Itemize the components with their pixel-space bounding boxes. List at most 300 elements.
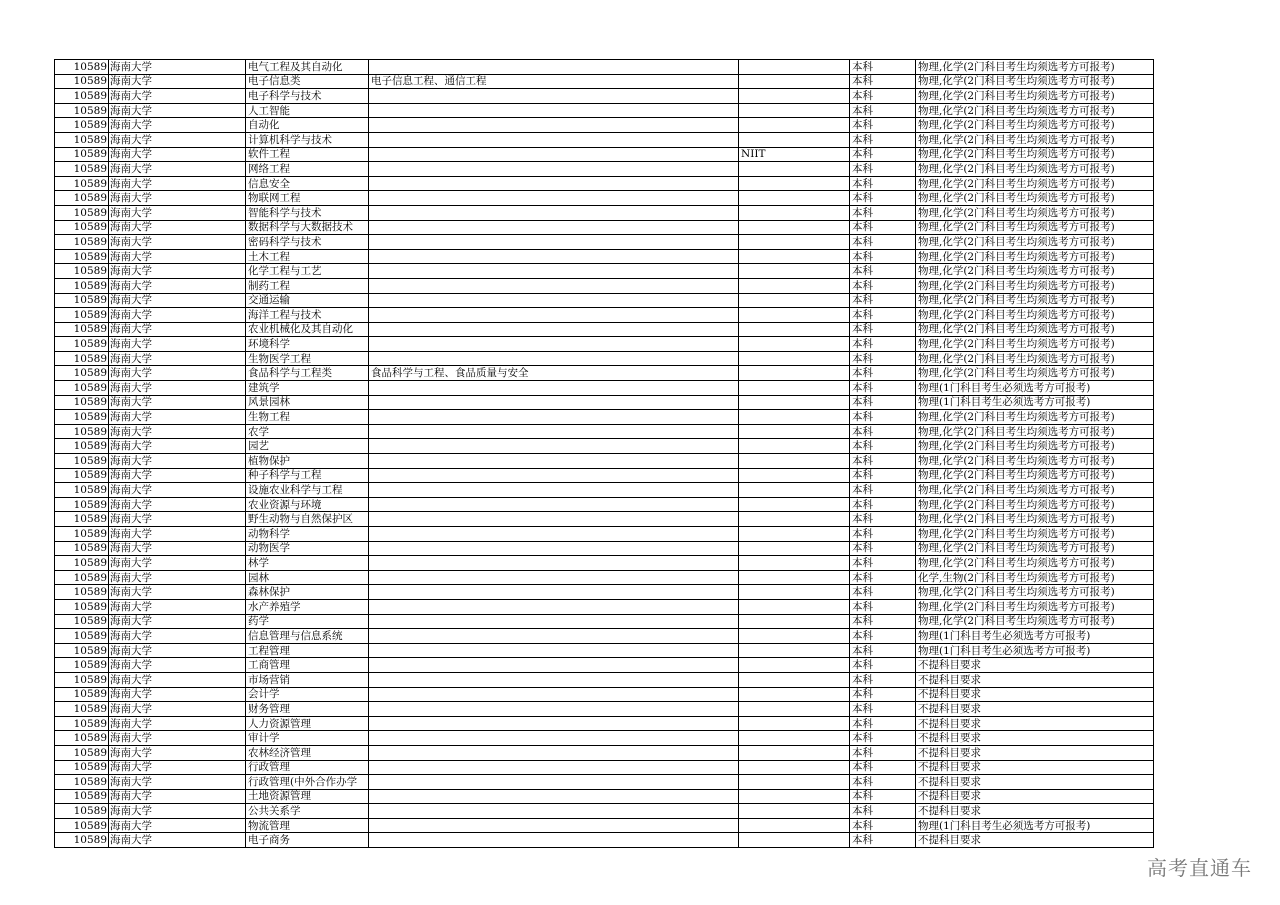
cell-remark	[739, 235, 850, 250]
cell-subject-requirement: 不提科目要求	[916, 745, 1154, 760]
cell-subject-requirement: 不提科目要求	[916, 672, 1154, 687]
cell-school-code: 10589	[55, 556, 109, 571]
cell-major: 电子信息类	[246, 74, 369, 89]
cell-subject-requirement: 物理,化学(2门科目考生均须选考方可报考)	[916, 541, 1154, 556]
table-row	[55, 118, 1154, 133]
cell-included-majors: 电子信息工程、通信工程	[369, 74, 739, 89]
cell-major: 园林	[246, 570, 369, 585]
table-row	[55, 264, 1154, 279]
table-row	[55, 541, 1154, 556]
cell-level: 本科	[850, 497, 916, 512]
cell-major: 工程管理	[246, 643, 369, 658]
cell-level: 本科	[850, 702, 916, 717]
cell-remark	[739, 789, 850, 804]
cell-school-code: 10589	[55, 118, 109, 133]
cell-level: 本科	[850, 512, 916, 527]
cell-level: 本科	[850, 541, 916, 556]
table-row	[55, 818, 1154, 833]
cell-subject-requirement: 物理,化学(2门科目考生均须选考方可报考)	[916, 220, 1154, 235]
cell-level: 本科	[850, 103, 916, 118]
cell-remark	[739, 570, 850, 585]
cell-level: 本科	[850, 235, 916, 250]
cell-major: 风景园林	[246, 395, 369, 410]
cell-subject-requirement: 物理,化学(2门科目考生均须选考方可报考)	[916, 74, 1154, 89]
cell-school-code: 10589	[55, 585, 109, 600]
table-row	[55, 614, 1154, 629]
cell-remark	[739, 468, 850, 483]
cell-university: 海南大学	[109, 818, 246, 833]
cell-included-majors	[369, 381, 739, 396]
cell-university: 海南大学	[109, 293, 246, 308]
cell-included-majors	[369, 658, 739, 673]
cell-major: 药学	[246, 614, 369, 629]
cell-university: 海南大学	[109, 424, 246, 439]
cell-remark	[739, 351, 850, 366]
cell-university: 海南大学	[109, 585, 246, 600]
cell-remark	[739, 804, 850, 819]
cell-remark	[739, 410, 850, 425]
cell-level: 本科	[850, 278, 916, 293]
cell-remark	[739, 293, 850, 308]
cell-included-majors	[369, 512, 739, 527]
cell-university: 海南大学	[109, 614, 246, 629]
cell-remark	[739, 775, 850, 790]
table-row	[55, 249, 1154, 264]
cell-level: 本科	[850, 833, 916, 848]
cell-remark	[739, 687, 850, 702]
cell-included-majors	[369, 643, 739, 658]
cell-remark	[739, 629, 850, 644]
cell-level: 本科	[850, 74, 916, 89]
cell-university: 海南大学	[109, 512, 246, 527]
table-row	[55, 570, 1154, 585]
table-row	[55, 278, 1154, 293]
cell-school-code: 10589	[55, 89, 109, 104]
table-row	[55, 74, 1154, 89]
cell-included-majors	[369, 249, 739, 264]
cell-level: 本科	[850, 424, 916, 439]
cell-major: 人工智能	[246, 103, 369, 118]
cell-school-code: 10589	[55, 322, 109, 337]
cell-included-majors	[369, 337, 739, 352]
cell-subject-requirement: 物理,化学(2门科目考生均须选考方可报考)	[916, 410, 1154, 425]
cell-included-majors	[369, 235, 739, 250]
cell-level: 本科	[850, 672, 916, 687]
cell-school-code: 10589	[55, 308, 109, 323]
cell-university: 海南大学	[109, 395, 246, 410]
cell-school-code: 10589	[55, 804, 109, 819]
cell-subject-requirement: 物理,化学(2门科目考生均须选考方可报考)	[916, 322, 1154, 337]
cell-included-majors	[369, 775, 739, 790]
cell-included-majors	[369, 818, 739, 833]
table-row	[55, 162, 1154, 177]
cell-included-majors	[369, 745, 739, 760]
watermark-text: 高考直通车	[1147, 856, 1252, 880]
table-row	[55, 702, 1154, 717]
table-row	[55, 599, 1154, 614]
table-row	[55, 176, 1154, 191]
cell-major: 密码科学与技术	[246, 235, 369, 250]
cell-major: 野生动物与自然保护区	[246, 512, 369, 527]
table-row	[55, 366, 1154, 381]
cell-major: 工商管理	[246, 658, 369, 673]
cell-school-code: 10589	[55, 497, 109, 512]
cell-university: 海南大学	[109, 468, 246, 483]
table-row	[55, 687, 1154, 702]
cell-remark	[739, 512, 850, 527]
cell-school-code: 10589	[55, 716, 109, 731]
table-row	[55, 497, 1154, 512]
cell-subject-requirement: 不提科目要求	[916, 658, 1154, 673]
cell-subject-requirement: 物理(1门科目考生必须选考方可报考)	[916, 629, 1154, 644]
cell-university: 海南大学	[109, 337, 246, 352]
cell-university: 海南大学	[109, 672, 246, 687]
cell-subject-requirement: 物理,化学(2门科目考生均须选考方可报考)	[916, 483, 1154, 498]
cell-university: 海南大学	[109, 629, 246, 644]
table-row	[55, 760, 1154, 775]
cell-included-majors	[369, 351, 739, 366]
cell-university: 海南大学	[109, 599, 246, 614]
table-row	[55, 731, 1154, 746]
cell-subject-requirement: 物理,化学(2门科目考生均须选考方可报考)	[916, 249, 1154, 264]
table-row	[55, 424, 1154, 439]
cell-major: 园艺	[246, 439, 369, 454]
cell-school-code: 10589	[55, 629, 109, 644]
cell-remark	[739, 643, 850, 658]
cell-school-code: 10589	[55, 789, 109, 804]
table-row	[55, 351, 1154, 366]
cell-school-code: 10589	[55, 833, 109, 848]
cell-included-majors	[369, 410, 739, 425]
cell-remark	[739, 702, 850, 717]
cell-school-code: 10589	[55, 366, 109, 381]
cell-included-majors	[369, 833, 739, 848]
cell-level: 本科	[850, 89, 916, 104]
cell-subject-requirement: 物理,化学(2门科目考生均须选考方可报考)	[916, 527, 1154, 542]
cell-included-majors	[369, 162, 739, 177]
cell-university: 海南大学	[109, 527, 246, 542]
cell-subject-requirement: 物理,化学(2门科目考生均须选考方可报考)	[916, 599, 1154, 614]
cell-included-majors	[369, 322, 739, 337]
table-row	[55, 395, 1154, 410]
cell-remark	[739, 162, 850, 177]
cell-level: 本科	[850, 789, 916, 804]
cell-school-code: 10589	[55, 483, 109, 498]
cell-university: 海南大学	[109, 322, 246, 337]
cell-level: 本科	[850, 760, 916, 775]
cell-level: 本科	[850, 308, 916, 323]
table-row	[55, 643, 1154, 658]
cell-included-majors	[369, 497, 739, 512]
cell-major: 物流管理	[246, 818, 369, 833]
cell-remark	[739, 176, 850, 191]
cell-remark	[739, 760, 850, 775]
cell-university: 海南大学	[109, 176, 246, 191]
cell-included-majors	[369, 468, 739, 483]
cell-level: 本科	[850, 147, 916, 162]
table-row	[55, 103, 1154, 118]
cell-remark	[739, 818, 850, 833]
cell-major: 农学	[246, 424, 369, 439]
cell-included-majors	[369, 103, 739, 118]
cell-remark	[739, 249, 850, 264]
cell-subject-requirement: 物理(1门科目考生必须选考方可报考)	[916, 395, 1154, 410]
cell-included-majors	[369, 687, 739, 702]
cell-school-code: 10589	[55, 410, 109, 425]
table-row	[55, 337, 1154, 352]
cell-university: 海南大学	[109, 278, 246, 293]
cell-major: 会计学	[246, 687, 369, 702]
cell-university: 海南大学	[109, 570, 246, 585]
cell-major: 林学	[246, 556, 369, 571]
cell-university: 海南大学	[109, 789, 246, 804]
table-row	[55, 789, 1154, 804]
cell-remark	[739, 527, 850, 542]
cell-level: 本科	[850, 804, 916, 819]
cell-included-majors	[369, 556, 739, 571]
cell-remark	[739, 191, 850, 206]
cell-school-code: 10589	[55, 337, 109, 352]
cell-remark	[739, 658, 850, 673]
cell-school-code: 10589	[55, 775, 109, 790]
cell-subject-requirement: 化学,生物(2门科目考生均须选考方可报考)	[916, 570, 1154, 585]
cell-included-majors	[369, 527, 739, 542]
cell-included-majors	[369, 264, 739, 279]
cell-school-code: 10589	[55, 351, 109, 366]
table-row	[55, 527, 1154, 542]
cell-level: 本科	[850, 468, 916, 483]
table-row	[55, 468, 1154, 483]
cell-remark	[739, 118, 850, 133]
table-row	[55, 89, 1154, 104]
cell-major: 信息管理与信息系统	[246, 629, 369, 644]
cell-included-majors	[369, 147, 739, 162]
table-body	[55, 60, 1154, 848]
cell-subject-requirement: 物理,化学(2门科目考生均须选考方可报考)	[916, 454, 1154, 469]
cell-university: 海南大学	[109, 541, 246, 556]
table-row	[55, 716, 1154, 731]
cell-level: 本科	[850, 366, 916, 381]
cell-subject-requirement: 物理,化学(2门科目考生均须选考方可报考)	[916, 264, 1154, 279]
cell-university: 海南大学	[109, 658, 246, 673]
cell-university: 海南大学	[109, 366, 246, 381]
cell-subject-requirement: 物理,化学(2门科目考生均须选考方可报考)	[916, 439, 1154, 454]
cell-major: 物联网工程	[246, 191, 369, 206]
cell-remark	[739, 74, 850, 89]
table-row	[55, 220, 1154, 235]
cell-included-majors	[369, 308, 739, 323]
cell-university: 海南大学	[109, 760, 246, 775]
cell-included-majors	[369, 716, 739, 731]
cell-level: 本科	[850, 775, 916, 790]
table-row	[55, 585, 1154, 600]
cell-subject-requirement: 物理(1门科目考生必须选考方可报考)	[916, 643, 1154, 658]
cell-major: 智能科学与技术	[246, 205, 369, 220]
cell-remark	[739, 366, 850, 381]
cell-included-majors	[369, 672, 739, 687]
table-row	[55, 454, 1154, 469]
cell-major: 交通运输	[246, 293, 369, 308]
cell-remark	[739, 599, 850, 614]
cell-level: 本科	[850, 410, 916, 425]
cell-school-code: 10589	[55, 381, 109, 396]
cell-university: 海南大学	[109, 103, 246, 118]
cell-school-code: 10589	[55, 527, 109, 542]
table-row	[55, 804, 1154, 819]
cell-remark	[739, 220, 850, 235]
cell-university: 海南大学	[109, 147, 246, 162]
cell-university: 海南大学	[109, 381, 246, 396]
cell-university: 海南大学	[109, 687, 246, 702]
cell-major: 生物工程	[246, 410, 369, 425]
cell-remark	[739, 454, 850, 469]
cell-university: 海南大学	[109, 410, 246, 425]
cell-included-majors	[369, 585, 739, 600]
cell-school-code: 10589	[55, 818, 109, 833]
table-row	[55, 775, 1154, 790]
cell-subject-requirement: 物理,化学(2门科目考生均须选考方可报考)	[916, 337, 1154, 352]
cell-school-code: 10589	[55, 745, 109, 760]
cell-included-majors	[369, 614, 739, 629]
cell-university: 海南大学	[109, 745, 246, 760]
cell-major: 网络工程	[246, 162, 369, 177]
cell-school-code: 10589	[55, 220, 109, 235]
cell-level: 本科	[850, 454, 916, 469]
cell-subject-requirement: 物理,化学(2门科目考生均须选考方可报考)	[916, 556, 1154, 571]
cell-major: 森林保护	[246, 585, 369, 600]
table-row	[55, 308, 1154, 323]
cell-school-code: 10589	[55, 205, 109, 220]
cell-school-code: 10589	[55, 264, 109, 279]
cell-included-majors	[369, 424, 739, 439]
cell-level: 本科	[850, 599, 916, 614]
cell-subject-requirement: 不提科目要求	[916, 775, 1154, 790]
cell-subject-requirement: 物理,化学(2门科目考生均须选考方可报考)	[916, 147, 1154, 162]
cell-level: 本科	[850, 293, 916, 308]
cell-included-majors	[369, 176, 739, 191]
cell-major: 土木工程	[246, 249, 369, 264]
cell-school-code: 10589	[55, 60, 109, 75]
cell-university: 海南大学	[109, 804, 246, 819]
cell-subject-requirement: 物理,化学(2门科目考生均须选考方可报考)	[916, 424, 1154, 439]
cell-subject-requirement: 物理,化学(2门科目考生均须选考方可报考)	[916, 278, 1154, 293]
cell-level: 本科	[850, 162, 916, 177]
cell-level: 本科	[850, 658, 916, 673]
cell-subject-requirement: 不提科目要求	[916, 731, 1154, 746]
cell-included-majors	[369, 205, 739, 220]
cell-university: 海南大学	[109, 118, 246, 133]
cell-major: 化学工程与工艺	[246, 264, 369, 279]
table-row	[55, 556, 1154, 571]
cell-remark	[739, 205, 850, 220]
cell-level: 本科	[850, 205, 916, 220]
cell-level: 本科	[850, 527, 916, 542]
cell-major: 设施农业科学与工程	[246, 483, 369, 498]
cell-level: 本科	[850, 322, 916, 337]
cell-included-majors	[369, 731, 739, 746]
cell-remark	[739, 264, 850, 279]
cell-university: 海南大学	[109, 833, 246, 848]
cell-level: 本科	[850, 249, 916, 264]
cell-school-code: 10589	[55, 424, 109, 439]
cell-level: 本科	[850, 687, 916, 702]
cell-level: 本科	[850, 337, 916, 352]
cell-school-code: 10589	[55, 599, 109, 614]
subject-requirements-table	[54, 59, 1154, 848]
cell-major: 财务管理	[246, 702, 369, 717]
cell-level: 本科	[850, 351, 916, 366]
cell-included-majors: 食品科学与工程、食品质量与安全	[369, 366, 739, 381]
cell-university: 海南大学	[109, 556, 246, 571]
cell-school-code: 10589	[55, 614, 109, 629]
cell-level: 本科	[850, 585, 916, 600]
cell-major: 计算机科学与技术	[246, 132, 369, 147]
cell-subject-requirement: 物理(1门科目考生必须选考方可报考)	[916, 818, 1154, 833]
cell-remark	[739, 89, 850, 104]
table-row	[55, 745, 1154, 760]
table-row	[55, 205, 1154, 220]
cell-school-code: 10589	[55, 293, 109, 308]
cell-major: 建筑学	[246, 381, 369, 396]
cell-subject-requirement: 物理,化学(2门科目考生均须选考方可报考)	[916, 191, 1154, 206]
cell-remark	[739, 614, 850, 629]
table-row	[55, 672, 1154, 687]
cell-included-majors	[369, 570, 739, 585]
table-row	[55, 293, 1154, 308]
cell-school-code: 10589	[55, 731, 109, 746]
cell-included-majors	[369, 191, 739, 206]
cell-subject-requirement: 物理,化学(2门科目考生均须选考方可报考)	[916, 293, 1154, 308]
cell-major: 行政管理	[246, 760, 369, 775]
cell-remark	[739, 322, 850, 337]
cell-level: 本科	[850, 118, 916, 133]
cell-included-majors	[369, 60, 739, 75]
table-row	[55, 322, 1154, 337]
table-row	[55, 235, 1154, 250]
cell-school-code: 10589	[55, 541, 109, 556]
cell-level: 本科	[850, 132, 916, 147]
cell-major: 农业机械化及其自动化	[246, 322, 369, 337]
table-row	[55, 512, 1154, 527]
cell-school-code: 10589	[55, 74, 109, 89]
cell-level: 本科	[850, 439, 916, 454]
cell-level: 本科	[850, 818, 916, 833]
cell-remark	[739, 541, 850, 556]
cell-included-majors	[369, 702, 739, 717]
cell-remark	[739, 308, 850, 323]
cell-university: 海南大学	[109, 308, 246, 323]
cell-major: 信息安全	[246, 176, 369, 191]
cell-level: 本科	[850, 731, 916, 746]
cell-subject-requirement: 物理,化学(2门科目考生均须选考方可报考)	[916, 308, 1154, 323]
cell-major: 生物医学工程	[246, 351, 369, 366]
cell-level: 本科	[850, 629, 916, 644]
cell-subject-requirement: 物理,化学(2门科目考生均须选考方可报考)	[916, 118, 1154, 133]
cell-school-code: 10589	[55, 702, 109, 717]
cell-major: 水产养殖学	[246, 599, 369, 614]
cell-major: 公共关系学	[246, 804, 369, 819]
cell-remark	[739, 132, 850, 147]
cell-subject-requirement: 物理,化学(2门科目考生均须选考方可报考)	[916, 103, 1154, 118]
cell-school-code: 10589	[55, 454, 109, 469]
cell-subject-requirement: 物理,化学(2门科目考生均须选考方可报考)	[916, 351, 1154, 366]
cell-subject-requirement: 物理,化学(2门科目考生均须选考方可报考)	[916, 89, 1154, 104]
cell-university: 海南大学	[109, 191, 246, 206]
cell-subject-requirement: 物理,化学(2门科目考生均须选考方可报考)	[916, 497, 1154, 512]
cell-university: 海南大学	[109, 235, 246, 250]
cell-subject-requirement: 物理,化学(2门科目考生均须选考方可报考)	[916, 585, 1154, 600]
cell-subject-requirement: 物理,化学(2门科目考生均须选考方可报考)	[916, 162, 1154, 177]
